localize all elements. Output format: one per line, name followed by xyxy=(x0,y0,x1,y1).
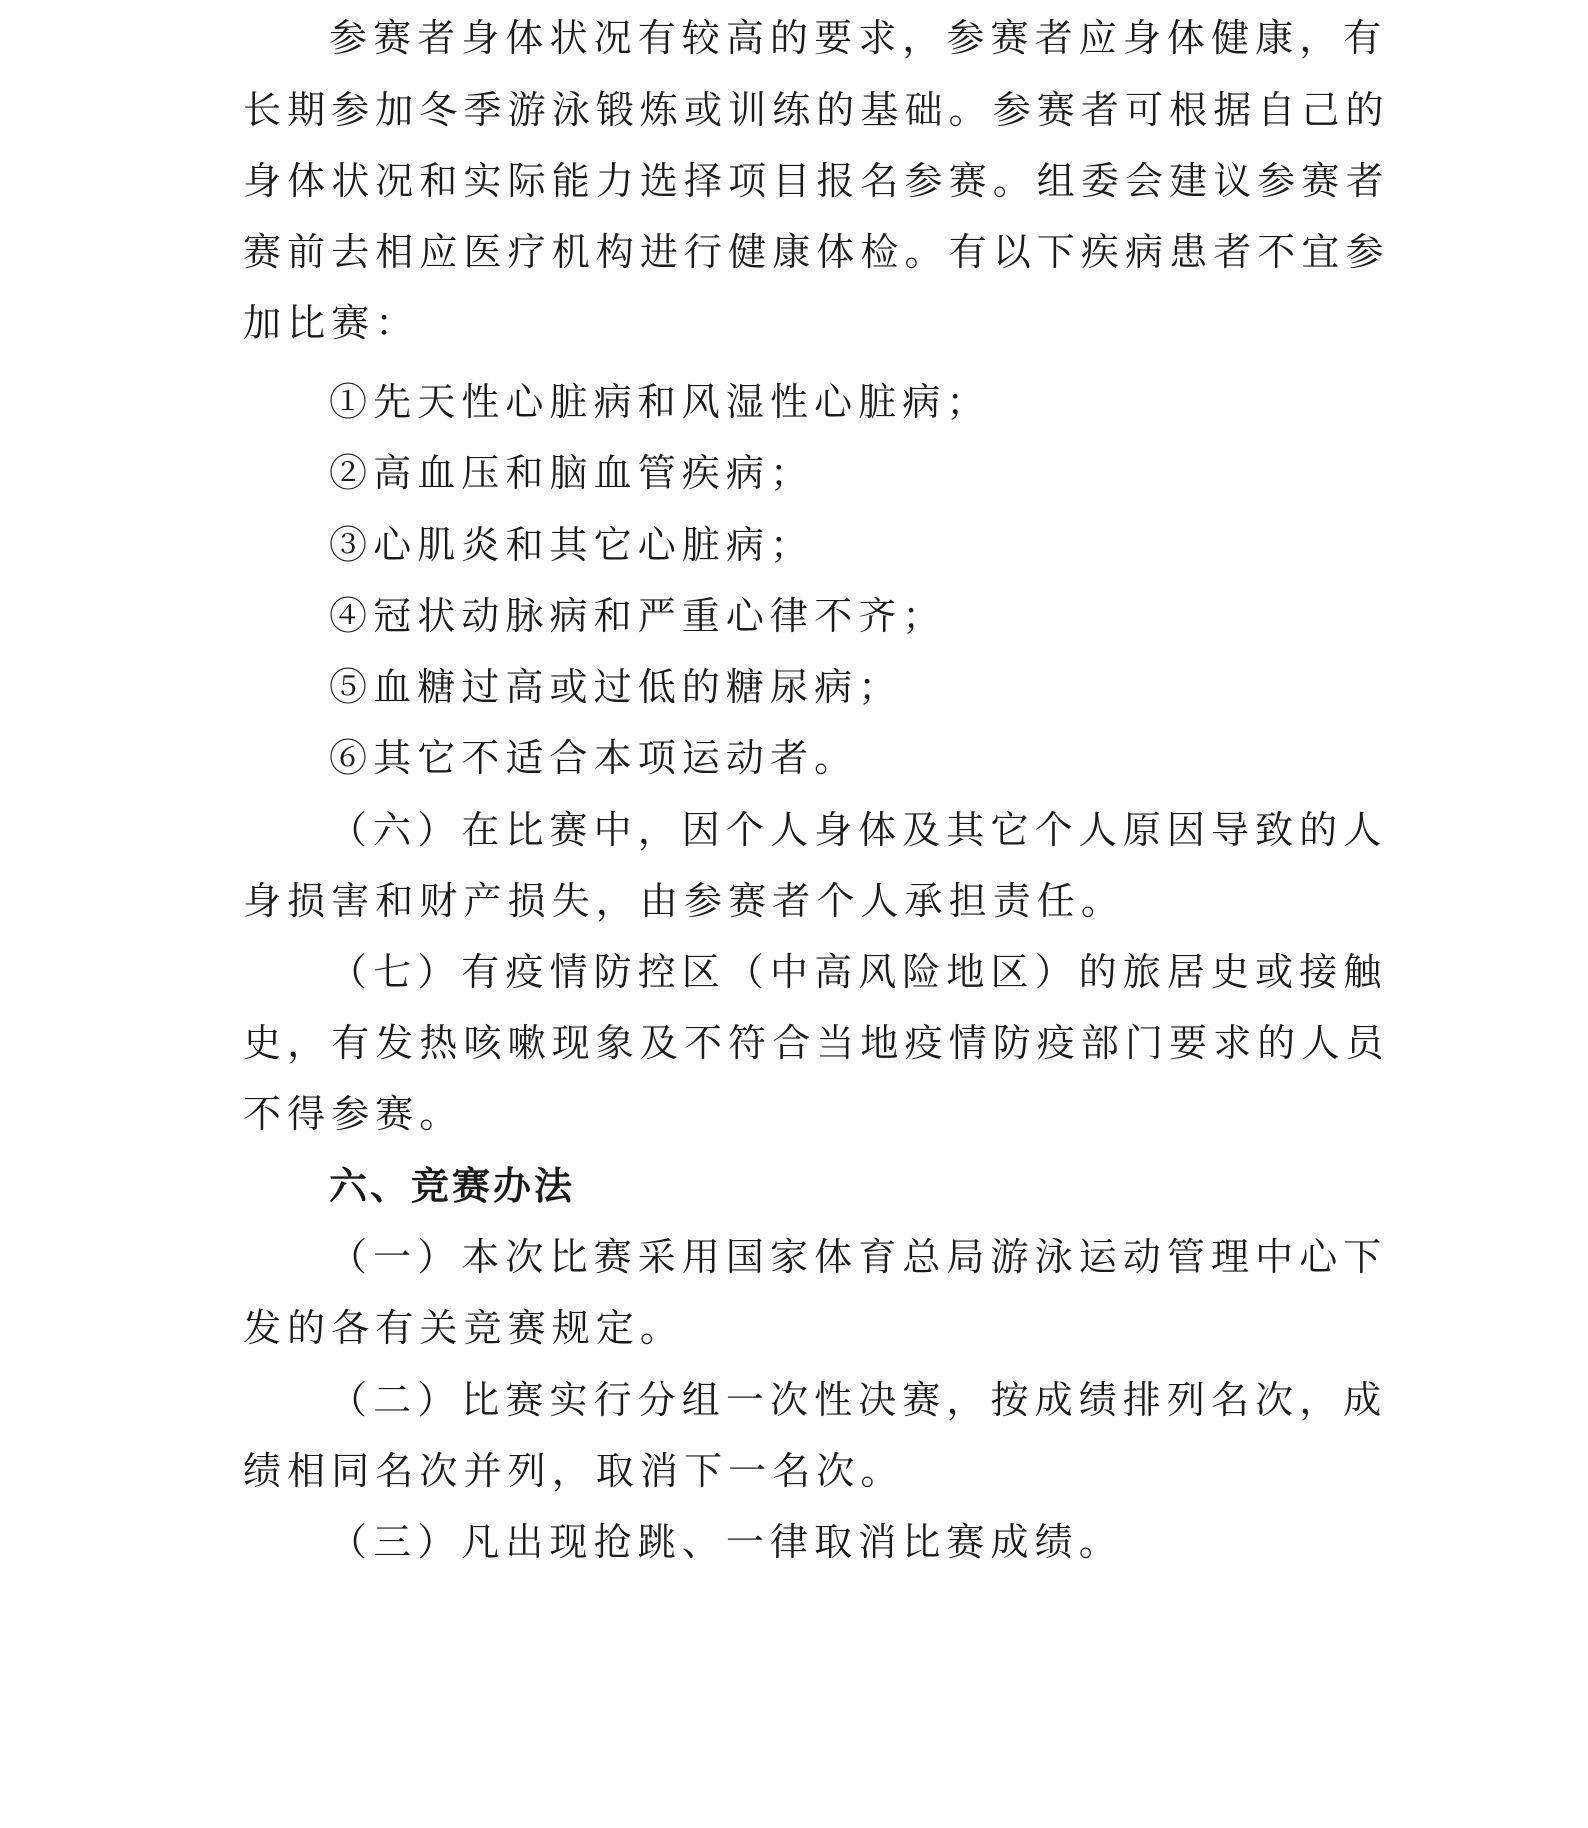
paragraph-line: 赛前去相应医疗机构进行健康体检。有以下疾病患者不宜参 xyxy=(243,230,1390,274)
disease-list-item: ⑤血糖过高或过低的糖尿病； xyxy=(329,665,903,709)
disease-list-item: ④冠状动脉病和严重心律不齐； xyxy=(329,594,947,638)
disease-list-item: ②高血压和脑血管疾病； xyxy=(329,451,815,495)
paragraph-line: 长期参加冬季游泳锻炼或训练的基础。参赛者可根据自己的 xyxy=(243,88,1390,132)
paragraph-line: 发的各有关竞赛规定。 xyxy=(243,1306,685,1350)
paragraph-line: 绩相同名次并列，取消下一名次。 xyxy=(243,1449,905,1493)
disease-list-item: ③心肌炎和其它心脏病； xyxy=(329,523,815,567)
paragraph-line: （二）比赛实行分组一次性决赛，按成绩排列名次，成 xyxy=(329,1378,1388,1422)
paragraph-line: 加比赛： xyxy=(243,301,420,345)
paragraph-line: （六）在比赛中，因个人身体及其它个人原因导致的人 xyxy=(329,808,1388,852)
paragraph-line: （三）凡出现抢跳、一律取消比赛成绩。 xyxy=(329,1520,1123,1564)
paragraph-line: 参赛者身体状况有较高的要求，参赛者应身体健康，有 xyxy=(329,16,1388,60)
paragraph-line: 身体状况和实际能力选择项目报名参赛。组委会建议参赛者 xyxy=(243,159,1390,203)
paragraph-line: 不得参赛。 xyxy=(243,1092,464,1136)
paragraph-line: 史，有发热咳嗽现象及不符合当地疫情防疫部门要求的人员 xyxy=(243,1021,1390,1065)
section-heading: 六、竞赛办法 xyxy=(329,1164,576,1208)
disease-list-item: ⑥其它不适合本项运动者。 xyxy=(329,736,859,780)
paragraph-line: （七）有疫情防控区（中高风险地区）的旅居史或接触 xyxy=(329,950,1388,994)
paragraph-line: 身损害和财产损失，由参赛者个人承担责任。 xyxy=(243,879,1126,923)
disease-list-item: ①先天性心脏病和风湿性心脏病； xyxy=(329,380,991,424)
paragraph-line: （一）本次比赛采用国家体育总局游泳运动管理中心下 xyxy=(329,1235,1388,1279)
